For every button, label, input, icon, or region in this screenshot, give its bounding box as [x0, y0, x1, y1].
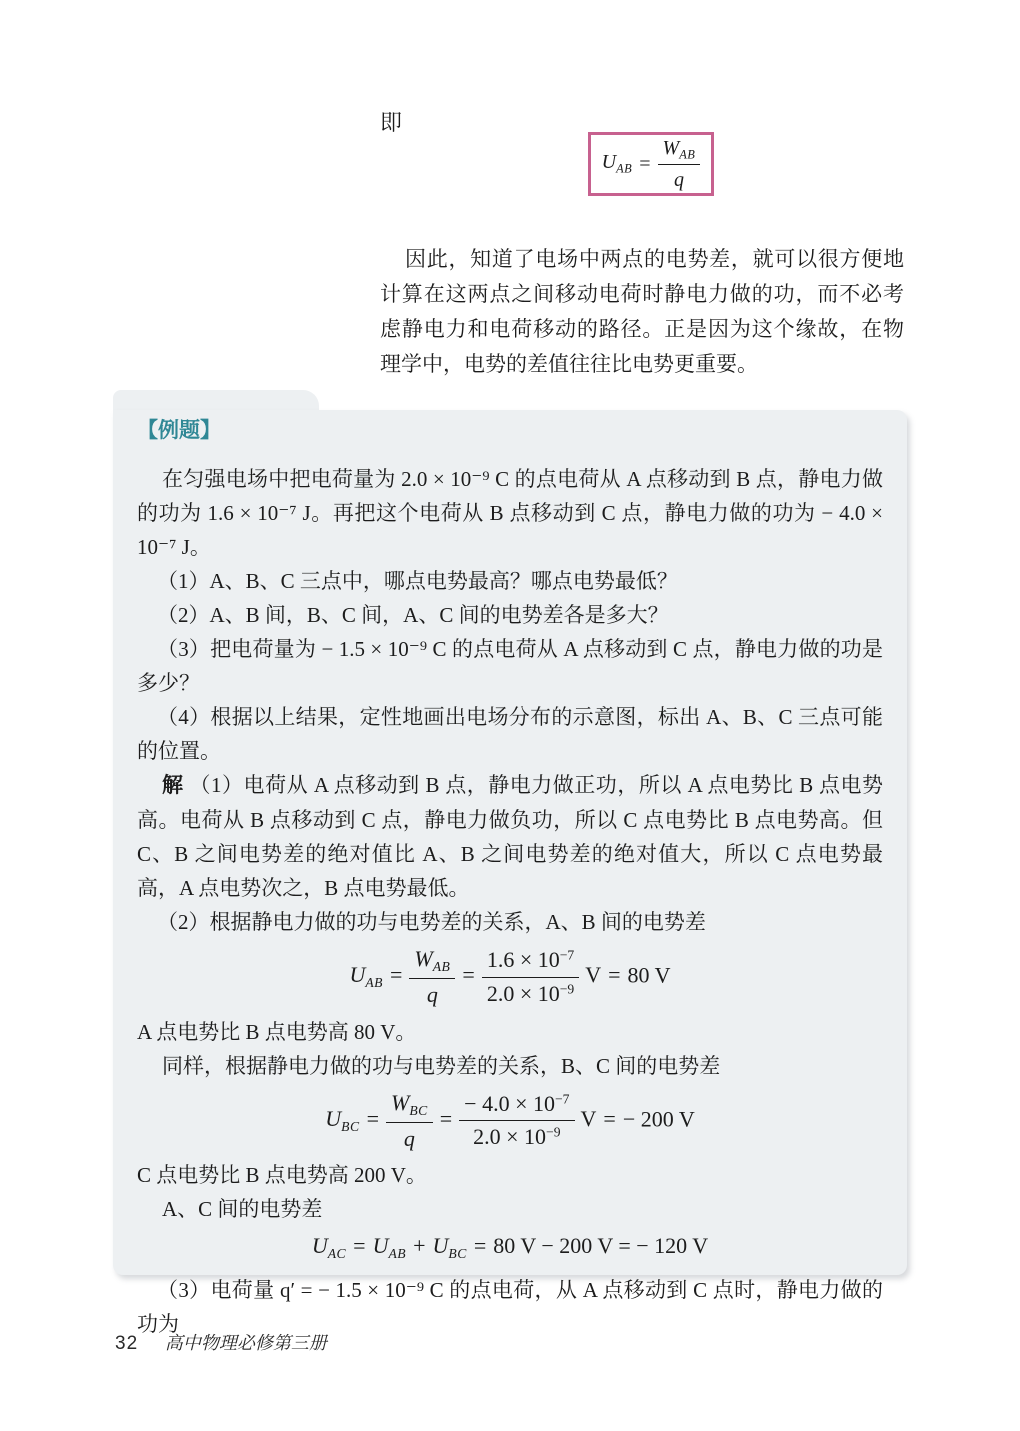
- book-title: 高中物理必修第三册: [164, 1333, 327, 1353]
- then-word: 即: [380, 110, 403, 135]
- solve-label: 解: [162, 774, 184, 797]
- question-4: （4）根据以上结果，定性地画出电场分布的示意图，标出 A、B、C 三点可能的位置。: [137, 705, 883, 763]
- formula-lhs: $U_{AB}$: [601, 151, 633, 176]
- example-label: 【例题】: [137, 419, 221, 442]
- solution-part-1: 解 （1）电荷从 A 点移动到 B 点，静电力做正功，所以 A 点电势比 B 点电势高。电荷从 B 点移动到 C 点，静电力做负功，所以 C 点电势比 B 点电势高。但 C、B 之间电势差的绝对值比 A、B 之间电势差的绝对值大，所以 C 点电势最高，A 点电势次之，B 点电势最低。: [137, 773, 883, 900]
- question-1: （1）A、B、C 三点中，哪点电势最高？哪点电势最低？: [157, 569, 678, 593]
- equation-ubc: $U_{BC}$ = $\frac{W_{BC}}{q}$ = $\frac{- 4.0 \times 10^{-7}}{2.0 \times 10^{-9}}$ V = − 200 V: [325, 1089, 695, 1151]
- definition-formula-box: [588, 132, 714, 196]
- solution-ubc-result: C 点电势比 B 点电势高 200 V。: [137, 1163, 427, 1188]
- problem-statement: 在匀强电场中把电荷量为 2.0 × 10⁻⁹ C 的点电荷从 A 点移动到 B 点，静电力做的功为 1.6 × 10⁻⁷ J。再把这个电荷从 B 点移动到 C 点，静电力做的功为 − 4.0 × 10⁻⁷ J。: [137, 467, 883, 559]
- intro-paragraph: 因此，知道了电场中两点的电势差，就可以很方便地计算在这两点之间移动电荷时静电力做的功，而不必考虑静电力和电荷移动的路径。正是因为这个缘故，在物理学中，电势的差值往往比电势更重要。: [380, 247, 904, 376]
- question-3: （3）把电荷量为 − 1.5 × 10⁻⁹ C 的点电荷从 A 点移动到 C 点，静电力做的功是多少？: [137, 637, 883, 695]
- solution-ubc-intro: 同样，根据静电力做的功与电势差的关系，B、C 间的电势差: [162, 1053, 721, 1078]
- solution-uac-intro: A、C 间的电势差: [162, 1197, 323, 1222]
- example-box: [113, 410, 907, 1336]
- formula-fraction: $\frac{W_{AB}}{q}$: [658, 136, 701, 192]
- page-footer: [115, 1329, 327, 1355]
- equation-uac: $U_{AC} = U_{AB} + U_{BC} = 80$ V − 200 V = − 120 V: [311, 1233, 709, 1261]
- page-number: 32: [115, 1333, 139, 1354]
- solution-part-2-intro: （2）根据静电力做的功与电势差的关系，A、B 间的电势差: [157, 910, 706, 934]
- equals-sign: =: [639, 152, 651, 175]
- solution-uab-result: A 点电势比 B 点电势高 80 V。: [137, 1019, 417, 1044]
- solution-part-3: （3）电荷量 q′ = − 1.5 × 10⁻⁹ C 的点电荷，从 A 点移动到 C 点时，静电力做的功为: [137, 1277, 883, 1336]
- equation-uab: $U_{AB}$ = $\frac{W_{AB}}{q}$ = $\frac{1.6 \times 10^{-7}}{2.0 \times 10^{-9}}$ V = 80 V: [349, 946, 671, 1008]
- question-2: （2）A、B 间，B、C 间，A、C 间的电势差各是多大？: [157, 603, 669, 627]
